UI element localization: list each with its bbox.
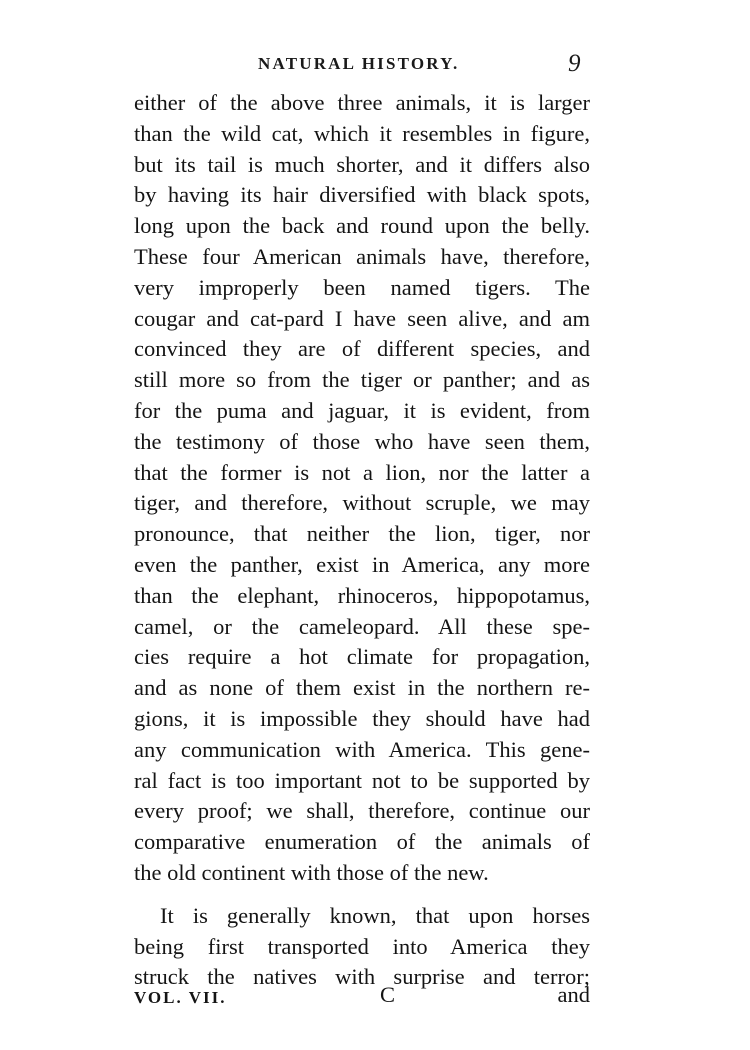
text-line: ral fact is too important not to be supported by — [134, 767, 590, 793]
text-line: every proof; we shall, therefore, continue our — [134, 798, 590, 824]
text-line: convinced they are of different species, and — [134, 336, 590, 362]
volume-label: VOL. VII. — [134, 988, 227, 1007]
text-line: It is generally known, that upon horses — [160, 902, 590, 928]
text-line: very improperly been named tigers. The — [134, 274, 590, 300]
text-line: still more so from the tiger or panther; and as — [134, 367, 590, 393]
text-line: either of the above three animals, it is larger — [134, 90, 590, 115]
catchword: and — [557, 982, 590, 1007]
text-line: the testimony of those who have seen them, — [134, 428, 590, 454]
text-line: the old continent with those of the new. — [134, 859, 489, 885]
paragraph-gap — [134, 889, 590, 901]
text-line: any communication with America. This gene- — [134, 736, 590, 762]
text-line: tiger, and therefore, without scruple, we may — [134, 490, 590, 516]
text-line: but its tail is much shorter, and it differs also — [134, 151, 590, 177]
page-number: 9 — [568, 50, 581, 77]
text-line: long upon the back and round upon the belly. — [134, 213, 590, 239]
body-text — [134, 88, 590, 993]
text-line: that the former is not a lion, nor the latter a — [134, 459, 590, 485]
signature-mark: C — [380, 982, 396, 1007]
paragraph-1 — [134, 88, 590, 889]
text-line: struck the natives with surprise and terror; — [134, 964, 590, 990]
text-line: comparative enumeration of the animals of — [134, 829, 590, 855]
text-line: being first transported into America they — [134, 933, 590, 959]
text-line: cougar and cat-pard I have seen alive, and am — [134, 305, 590, 331]
text-line: than the elephant, rhinoceros, hippopotamus, — [134, 582, 590, 608]
text-line: cies require a hot climate for propagation, — [134, 644, 590, 670]
text-line: gions, it is impossible they should have had — [134, 705, 590, 731]
running-head — [0, 50, 750, 80]
text-line: camel, or the cameleopard. All these spe- — [134, 613, 590, 639]
text-line: even the panther, exist in America, any more — [134, 551, 590, 577]
text-line: These four American animals have, therefore, — [134, 243, 590, 269]
text-line: and as none of them exist in the northern re- — [134, 675, 590, 701]
text-line: pronounce, that neither the lion, tiger, nor — [134, 521, 590, 547]
text-line: by having its hair diversified with black spots, — [134, 182, 590, 208]
running-title: NATURAL HISTORY. — [258, 54, 460, 73]
text-line: than the wild cat, which it resembles in figure, — [134, 120, 590, 146]
paragraph-2 — [134, 901, 590, 993]
text-line: for the puma and jaguar, it is evident, from — [134, 397, 590, 423]
footer-signature-line — [134, 982, 590, 1012]
